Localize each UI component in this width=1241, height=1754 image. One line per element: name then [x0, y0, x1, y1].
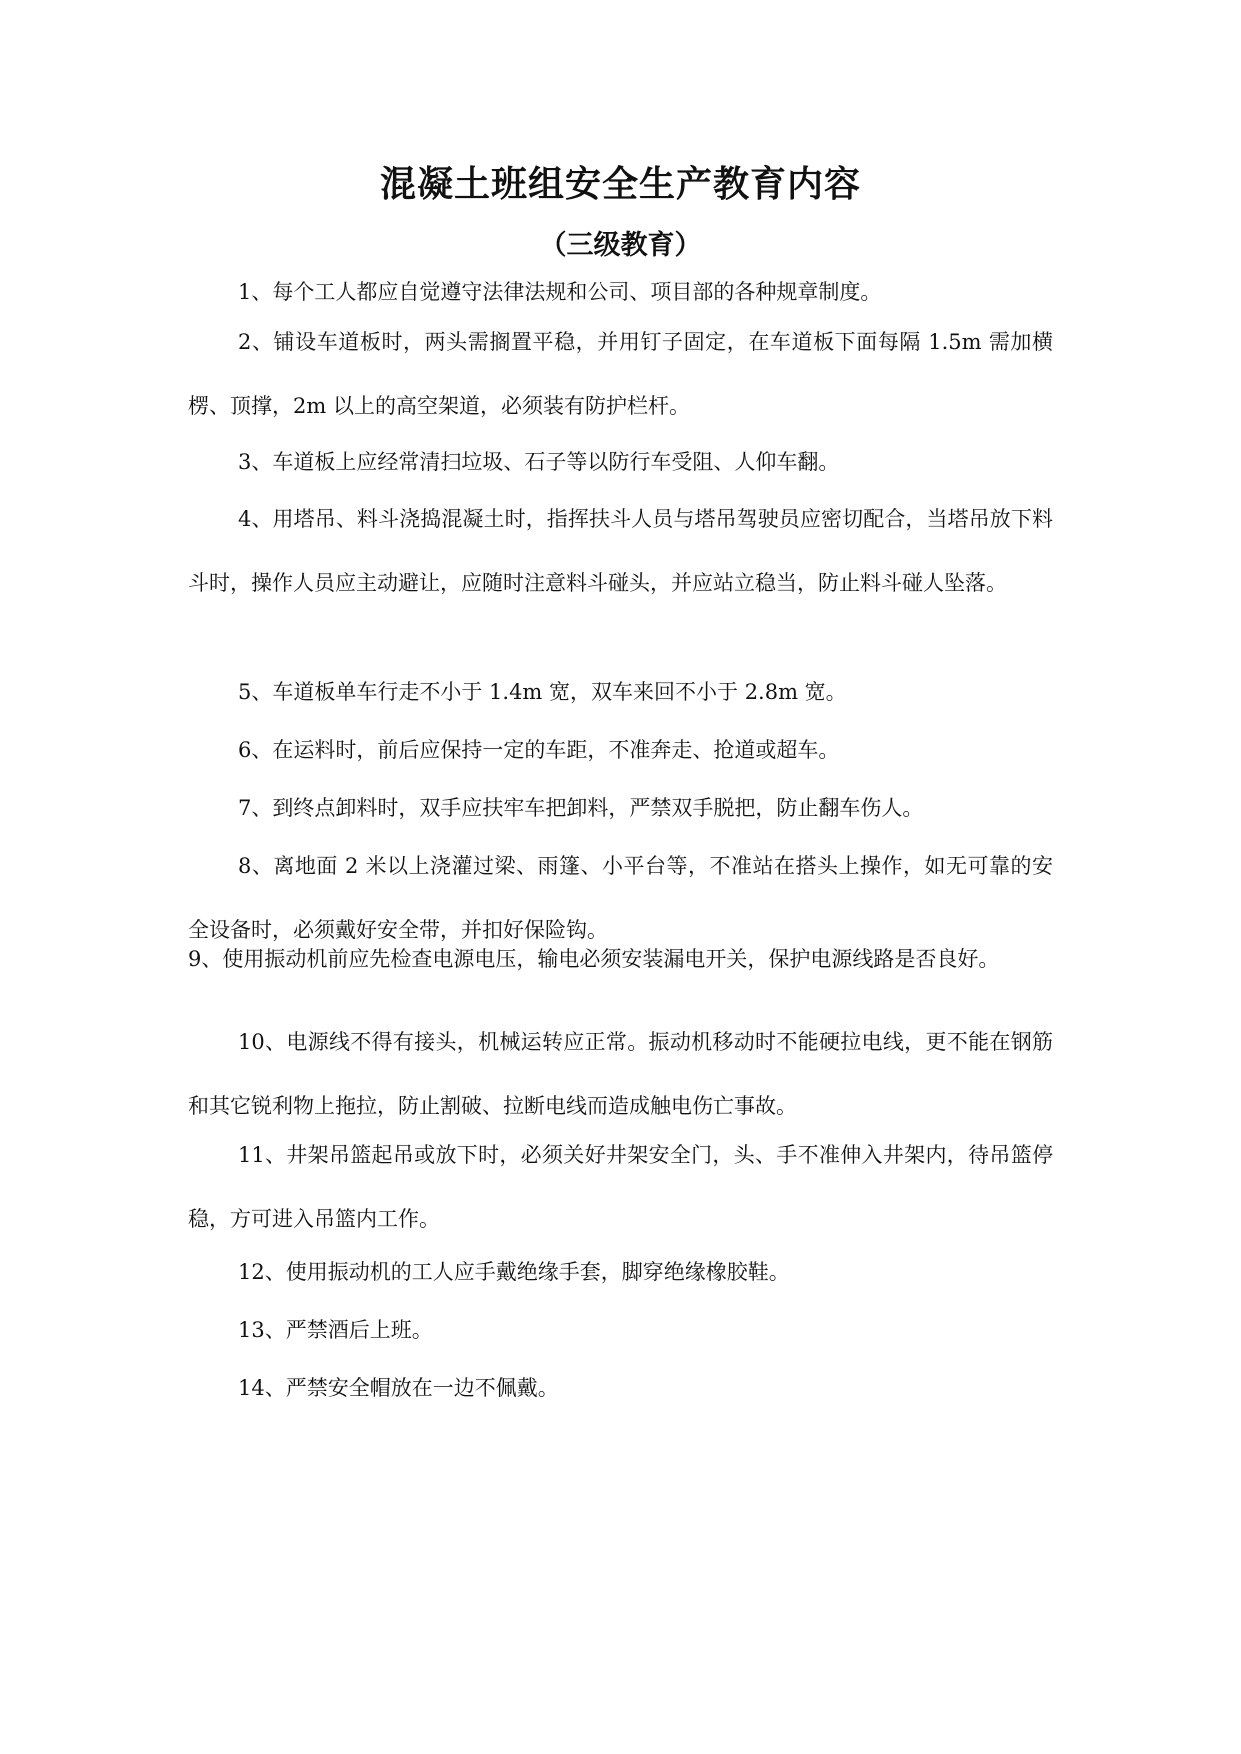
rule-item-3: 3、车道板上应经常清扫垃圾、石子等以防行车受阻、人仰车翻。 [238, 450, 840, 474]
rule-item-5: 5、车道板单车行走不小于 1.4m 宽，双车来回不小于 2.8m 宽。 [238, 680, 847, 704]
rule-item-2: 2、铺设车道板时，两头需搁置平稳，并用钉子固定，在车道板下面每隔 1.5m 需加横楞、顶撑，2m 以上的高空架道，必须装有防护栏杆。 [188, 330, 1053, 418]
rule-item-12: 12、使用振动机的工人应手戴绝缘手套，脚穿绝缘橡胶鞋。 [238, 1260, 790, 1284]
rule-item-6: 6、在运料时，前后应保持一定的车距，不准奔走、抢道或超车。 [238, 738, 840, 762]
rule-item-1: 1、每个工人都应自觉遵守法律法规和公司、项目部的各种规章制度。 [238, 280, 882, 304]
rule-item-7: 7、到终点卸料时，双手应扶牢车把卸料，严禁双手脱把，防止翻车伤人。 [238, 796, 924, 820]
rule-item-11: 11、井架吊篮起吊或放下时，必须关好井架安全门，头、手不准伸入井架内，待吊篮停稳，方可进入吊篮内工作。 [188, 1143, 1053, 1231]
rule-item-14: 14、严禁安全帽放在一边不佩戴。 [238, 1376, 559, 1400]
document-title: 混凝土班组安全生产教育内容 [379, 163, 861, 205]
rule-item-8: 8、离地面 2 米以上浇灌过梁、雨篷、小平台等，不准站在搭头上操作，如无可靠的安全设备时，必须戴好安全带，并扣好保险钩。 [188, 854, 1053, 942]
rule-item-4: 4、用塔吊、料斗浇捣混凝土时，指挥扶斗人员与塔吊驾驶员应密切配合，当塔吊放下料斗时，操作人员应主动避让，应随时注意料斗碰头，并应站立稳当，防止料斗碰人坠落。 [188, 507, 1053, 595]
rule-item-13: 13、严禁酒后上班。 [238, 1318, 433, 1342]
rule-item-10: 10、电源线不得有接头，机械运转应正常。振动机移动时不能硬拉电线，更不能在钢筋和其它锐利物上拖拉，防止割破、拉断电线而造成触电伤亡事故。 [188, 1030, 1053, 1118]
rule-item-9: 9、使用振动机前应先检查电源电压，输电必须安装漏电开关，保护电源线路是否良好。 [188, 947, 1000, 971]
document-subtitle: （三级教育） [539, 230, 702, 261]
